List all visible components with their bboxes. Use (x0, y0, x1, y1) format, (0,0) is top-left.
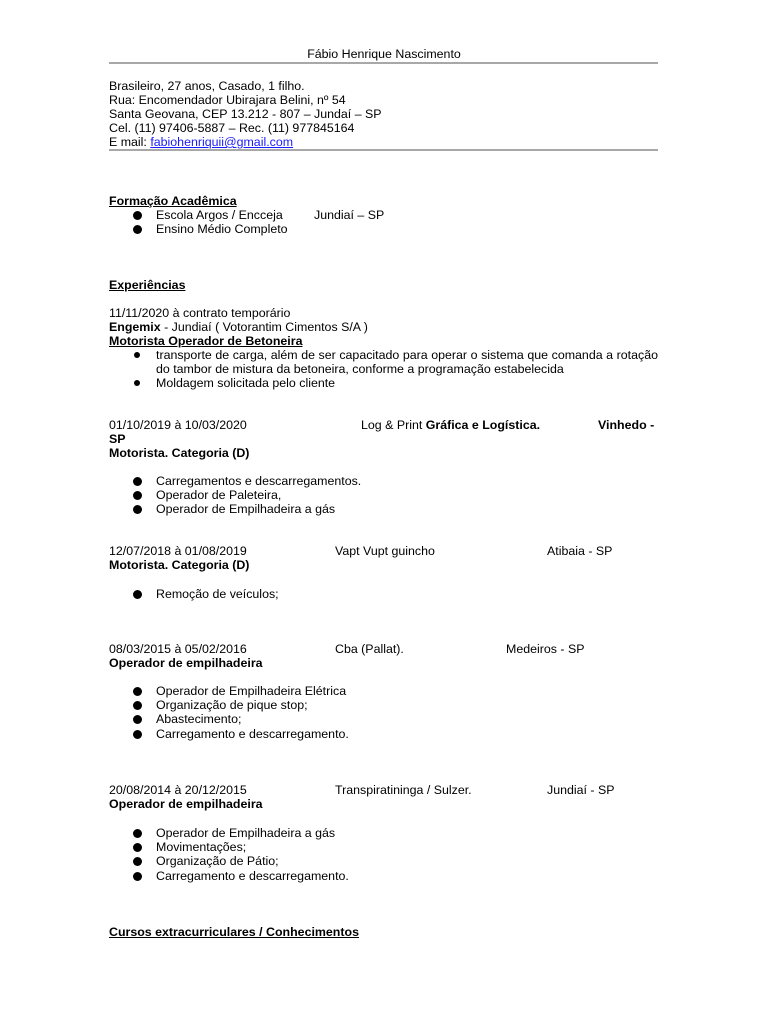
bullet-icon (133, 491, 142, 500)
bullet-icon (133, 730, 142, 739)
job-company: Cba (Pallat). (335, 642, 404, 656)
street-address: Rua: Encomendador Ubirajara Belini, nº 54 (109, 93, 346, 107)
job-location: Medeiros - SP (506, 642, 585, 656)
list-item: Operador de Empilhadeira Elétrica (109, 684, 349, 698)
job-task-list (109, 474, 361, 517)
list-item: transporte de carga, além de ser capacitado para operar o sistema que comanda a rotação do tambor de mistura da betoneira, conforme a programação estabelecida (109, 348, 658, 376)
job-location: Vinhedo - (598, 418, 655, 432)
job-period: 12/07/2018 à 01/08/2019 (109, 544, 247, 558)
job-period: 11/11/2020 à contrato temporário (109, 306, 291, 320)
list-item: Remoção de veículos; (109, 587, 279, 601)
job-role: Motorista. Categoria (D) (109, 558, 250, 572)
job-location-wrap: SP (109, 432, 126, 446)
city-address: Santa Geovana, CEP 13.212 - 807 – Jundaí – SP (109, 107, 382, 121)
bullet-icon (134, 352, 140, 358)
job-company: Engemix - Jundiaí ( Votorantim Cimentos S/A ) (109, 320, 368, 334)
job-company: Log & Print Gráfica e Logística. (361, 418, 541, 432)
job-period: 20/08/2014 à 20/12/2015 (109, 783, 247, 797)
phone-numbers: Cel. (11) 97406-5887 – Rec. (11) 977845164 (109, 121, 355, 135)
education-heading: Formação Acadêmica (109, 194, 237, 208)
job-task-list (109, 348, 658, 391)
bullet-icon (133, 701, 142, 710)
email-label: E mail: (109, 135, 151, 149)
list-item: Carregamentos e descarregamentos. (109, 474, 361, 488)
header-divider-bottom (109, 149, 658, 151)
job-role: Operador de empilhadeira (109, 656, 263, 670)
bullet-icon (133, 687, 142, 696)
list-item: Operador de Paleteira, (109, 488, 361, 502)
bullet-icon (134, 380, 140, 386)
job-role: Operador de empilhadeira (109, 797, 263, 811)
job-location: Jundiaí - SP (547, 783, 615, 797)
bullet-icon (133, 590, 142, 599)
bullet-icon (133, 843, 142, 852)
education-location: Jundiaí – SP (314, 208, 385, 222)
job-task-list (109, 826, 349, 883)
list-item: Organização de pique stop; (109, 698, 349, 712)
job-company: Transpiratininga / Sulzer. (335, 783, 472, 797)
bullet-icon (133, 211, 142, 220)
list-item: Moldagem solicitada pelo cliente (109, 376, 658, 390)
bullet-icon (133, 477, 142, 486)
candidate-name: Fábio Henrique Nascimento (307, 47, 461, 61)
job-role: Motorista Operador de Betoneira (109, 334, 303, 348)
bullet-icon (133, 225, 142, 234)
job-task-list (109, 587, 279, 601)
list-item: Escola Argos / Encceja (109, 208, 288, 222)
job-role: Motorista. Categoria (D) (109, 446, 250, 460)
email-line (109, 135, 293, 149)
job-company: Vapt Vupt guincho (335, 544, 435, 558)
bullet-icon (133, 715, 142, 724)
courses-heading: Cursos extracurriculares / Conhecimentos (109, 925, 359, 939)
job-period: 08/03/2015 à 05/02/2016 (109, 642, 247, 656)
list-item: Carregamento e descarregamento. (109, 869, 349, 883)
bullet-icon (133, 872, 142, 881)
job-period: 01/10/2019 à 10/03/2020 (109, 418, 247, 432)
email-link[interactable]: fabiohenriquii@gmail.com (150, 135, 294, 149)
bullet-icon (133, 857, 142, 866)
list-item: Carregamento e descarregamento. (109, 727, 349, 741)
job-task-list (109, 684, 349, 741)
header-divider-top (109, 62, 658, 64)
bullet-icon (133, 829, 142, 838)
list-item: Operador de Empilhadeira a gás (109, 502, 361, 516)
education-list (109, 208, 288, 236)
list-item: Abastecimento; (109, 712, 349, 726)
list-item: Organização de Pátio; (109, 854, 349, 868)
experience-heading: Experiências (109, 278, 186, 292)
list-item: Operador de Empilhadeira a gás (109, 826, 349, 840)
list-item: Ensino Médio Completo (109, 222, 288, 236)
personal-info: Brasileiro, 27 anos, Casado, 1 filho. (109, 79, 305, 93)
list-item: Movimentações; (109, 840, 349, 854)
job-location: Atibaia - SP (547, 544, 613, 558)
bullet-icon (133, 505, 142, 514)
